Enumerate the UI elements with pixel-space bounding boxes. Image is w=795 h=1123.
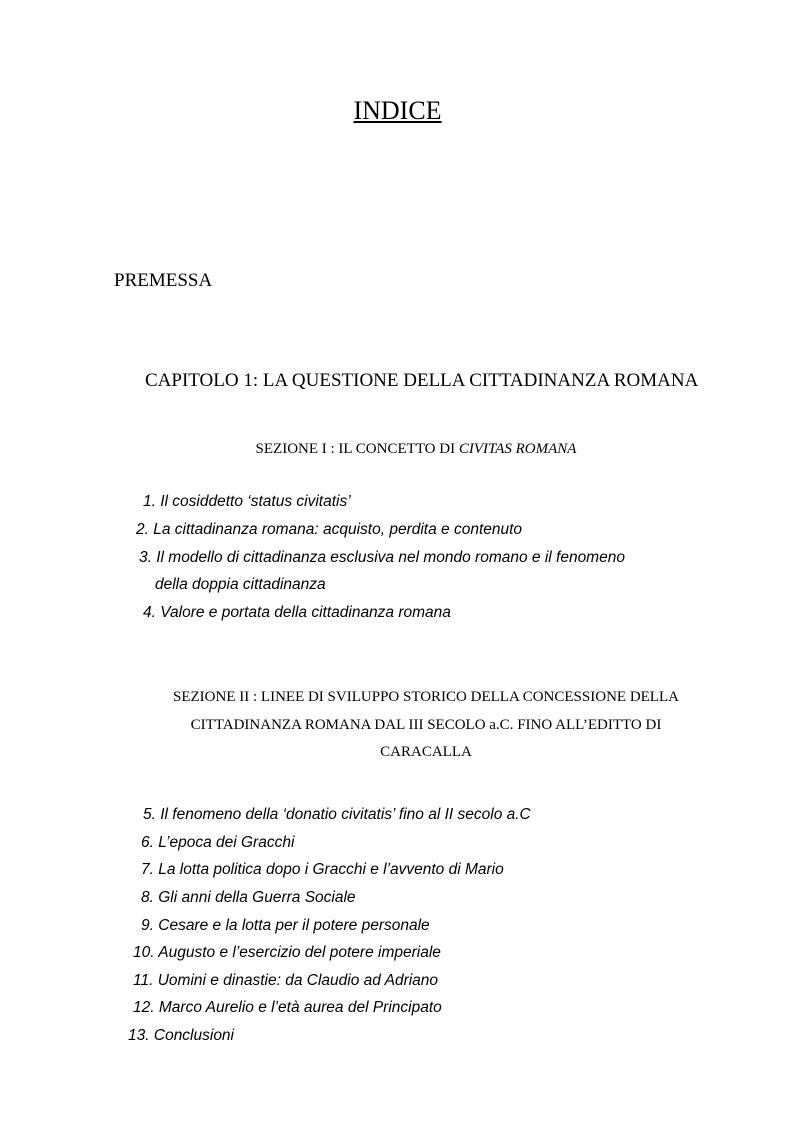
- toc-entry-text: Marco Aurelio e l’età aurea del Principato: [158, 999, 442, 1016]
- toc-entry-7: [141, 861, 504, 879]
- toc-entry-4: [143, 604, 451, 622]
- toc-entry-text: Conclusioni: [153, 1027, 235, 1044]
- toc-entry-number: 11.: [133, 972, 154, 989]
- premessa-heading: PREMESSA: [114, 270, 213, 291]
- page-title: INDICE: [353, 96, 442, 125]
- toc-entry-8: [141, 889, 356, 907]
- toc-entry-1: [143, 493, 351, 511]
- section-2-title: SEZIONE II : LINEE DI SVILUPPO STORICO DELLA CONCESSIONE DELLA CITTADINANZA ROMANA DAL III SECOLO a.C. FINO ALL’EDITTO DI CARACALLA: [173, 689, 679, 760]
- toc-entry-number: 1.: [143, 493, 156, 510]
- toc-entry-number: 12.: [133, 999, 155, 1016]
- section-1-title-italic: CIVITAS ROMANA: [458, 441, 577, 457]
- toc-entry-12: [133, 999, 442, 1017]
- toc-entry-number: 13.: [128, 1027, 150, 1044]
- toc-entry-number: 4.: [143, 604, 156, 621]
- toc-entry-text: La cittadinanza romana: acquisto, perdita e contenuto: [153, 521, 523, 538]
- toc-entry-6: [141, 834, 294, 852]
- toc-entry-number: 5.: [143, 806, 156, 823]
- toc-entry-2: [136, 521, 522, 539]
- toc-entry-text: Cesare e la lotta per il potere personale: [158, 917, 430, 934]
- toc-entry-text: Augusto e l’esercizio del potere imperiale: [158, 944, 441, 961]
- toc-entry-number: 8.: [141, 889, 154, 906]
- toc-entry-text: La lotta politica dopo i Gracchi e l’avvento di Mario: [158, 861, 504, 878]
- toc-entry-10: [133, 944, 441, 962]
- toc-entry-text: Il fenomeno della ‘donatio civitatis’ fino al II secolo a.C: [160, 806, 531, 823]
- toc-entry-number: 7.: [141, 861, 154, 878]
- section-1-title: [0, 441, 795, 458]
- toc-entry-3-continuation: della doppia cittadinanza: [155, 576, 326, 593]
- toc-entry-9: [141, 917, 430, 935]
- toc-entry-text: Uomini e dinastie: da Claudio ad Adriano: [157, 972, 439, 989]
- section-1-title-prefix: SEZIONE I : IL CONCETTO DI: [255, 441, 456, 457]
- toc-entry-13: [128, 1027, 234, 1045]
- chapter-1-title: CAPITOLO 1: LA QUESTIONE DELLA CITTADINANZA ROMANA: [145, 370, 699, 391]
- toc-entry-number: 6.: [141, 834, 154, 851]
- toc-entry-text: Il modello di cittadinanza esclusiva nel mondo romano e il fenomeno: [156, 549, 625, 566]
- toc-entry-text: Valore e portata della cittadinanza romana: [160, 604, 451, 621]
- toc-entry-text: Gli anni della Guerra Sociale: [158, 889, 356, 906]
- toc-entry-number: 3.: [139, 549, 152, 566]
- toc-entry-3: [139, 549, 625, 567]
- toc-entry-number: 9.: [141, 917, 154, 934]
- toc-entry-11: [133, 972, 438, 990]
- toc-entry-number: 2.: [136, 521, 149, 538]
- toc-entry-number: 10.: [133, 944, 155, 961]
- toc-entry-text: L’epoca dei Gracchi: [158, 834, 295, 851]
- toc-entry-text: Il cosiddetto ‘status civitatis’: [160, 493, 351, 510]
- toc-entry-5: [143, 806, 531, 824]
